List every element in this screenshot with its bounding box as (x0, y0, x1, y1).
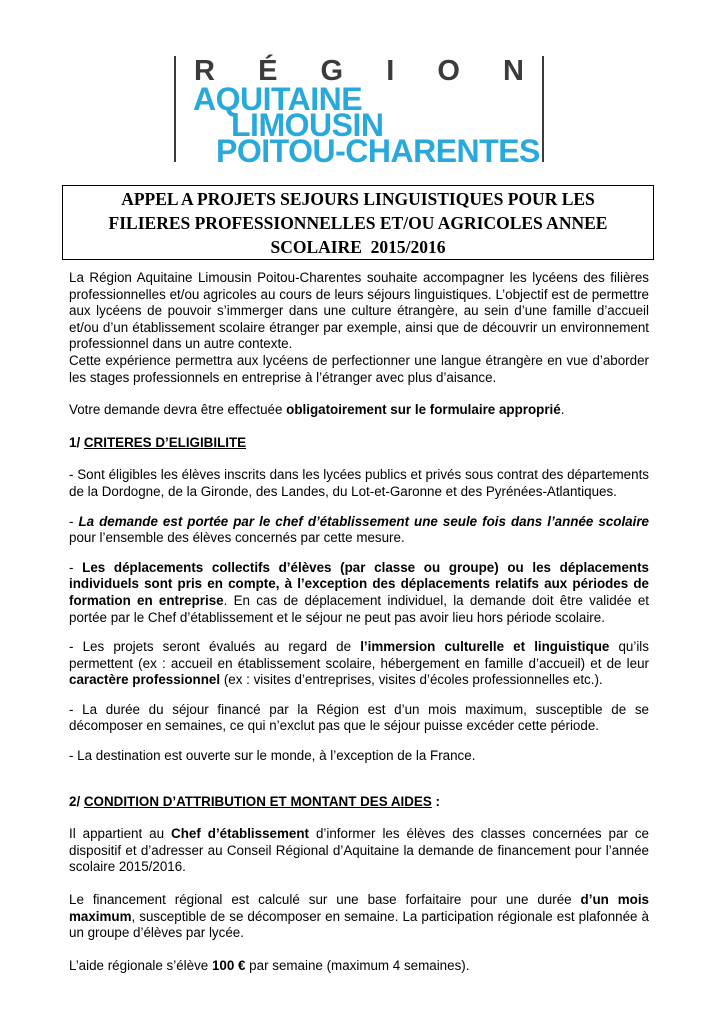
logo-line-poitou-charentes: POITOU-CHARENTES (216, 133, 540, 169)
criteria-item: - Sont éligibles les élèves inscrits dans les lycées publics et privés sous contrat des départements de la Dordogne, de la Gironde, des Landes, du Lot-et-Garonne et des Pyrénées-Atlantiques. (69, 467, 649, 499)
logo-right-bar (542, 56, 544, 162)
section-title: CONDITION D’ATTRIBUTION ET MONTANT DES AIDES (83, 793, 432, 809)
logo-letter: I (386, 55, 395, 87)
emphasis: Chef d’établissement (171, 826, 309, 842)
document-body (69, 270, 649, 974)
section-number: 2/ (69, 793, 84, 809)
text: Il appartient au (69, 826, 172, 842)
emphasis: l’immersion culturelle et linguistique (360, 639, 610, 655)
text: L’aide régionale s’élève (69, 957, 212, 973)
intro-paragraph: La Région Aquitaine Limousin Poitou-Charentes souhaite accompagner les lycéens des filières professionnelles et/ou agricoles au cours de leurs séjours linguistiques. L’objectif est de permettre aux lycéens de pouvoir s’immerger dans une culture étrangère, au sein d’une famille d’accueil et/ou d’un établissement scolaire étranger par exemple, ainsi que de découvrir un environnement professionnel dans un autre contexte. (69, 270, 649, 352)
text: . En cas de déplacement individuel, la demande doit être validée et portée par le Chef d’établissement et le séjour ne peut pas avoir lieu hors période scolaire. (69, 592, 649, 625)
criteria-item: - La destination est ouverte sur le monde, à l’exception de la France. (69, 748, 476, 764)
text: Votre demande devra être effectuée (69, 402, 287, 418)
text: d’informer les élèves des classes concernées par ce dispositif et d’adresser au Conseil Régional d’Aquitaine la demande de financement pour l’année scolaire 2015/2016. (69, 826, 650, 875)
emphasis: caractère professionnel (69, 672, 221, 688)
section-1-heading (69, 435, 649, 452)
section-2-paragraph (69, 958, 649, 975)
text: pour l’ensemble des élèves concernés par cette mesure. (69, 530, 405, 546)
text: - (69, 559, 83, 575)
emphasis: 100 € (211, 957, 246, 973)
logo-line-limousin: LIMOUSIN (231, 107, 384, 143)
criteria-item (69, 560, 649, 626)
title-line: SCOLAIRE 2015/2016 (270, 237, 446, 257)
text: , susceptible de se décomposer en semaine. La participation régionale est plafonnée à un groupe d’élèves par lycée. (69, 908, 649, 941)
title-line: APPEL A PROJETS SEJOURS LINGUISTIQUES POUR LES (121, 189, 595, 209)
text: (ex : visites d’entreprises, visites d’écoles professionnelles etc.). (220, 672, 603, 688)
criteria-item: - La durée du séjour financé par la Région est d’un mois maximum, susceptible de se décomposer en semaines, ce qui n’exclut pas que le séjour puisse excéder cette période. (69, 701, 649, 734)
section-number: 1/ (69, 434, 84, 450)
emphasis: La demande est portée par le chef d’établissement une seule fois dans l’année scolaire (78, 513, 650, 529)
emphasis: d’un mois maximum (69, 892, 650, 924)
form-requirement (69, 402, 649, 419)
text: par semaine (maximum 4 semaines). (245, 957, 470, 973)
criteria-item (69, 639, 649, 689)
text: qu’ils permettent (ex : accueil en établissement scolaire, hébergement en famille d’accueil) et de leur (69, 639, 649, 671)
section-2-paragraph (69, 826, 649, 876)
document-title-box (62, 185, 654, 260)
emphasis: Les déplacements collectifs d’élèves (par classe ou groupe) ou les déplacements individuels sont pris en compte, à l’exception des déplacements relatifs aux périodes de formation en entreprise (69, 559, 649, 608)
title-line: FILIERES PROFESSIONNELLES ET/OU AGRICOLES ANNEE (108, 213, 608, 233)
intro-paragraph: Cette expérience permettra aux lycéens de perfectionner une langue étrangère en vue d’aborder les stages professionnels en entreprise à l’étranger avec plus d’aisance. (69, 352, 649, 385)
logo-line-aquitaine: AQUITAINE (193, 81, 363, 117)
text: - Les projets seront évalués au regard de (69, 639, 361, 655)
logo-left-bar (174, 56, 176, 162)
logo-letter: R (194, 55, 215, 87)
section-2-paragraph (69, 892, 649, 942)
section-2-heading (69, 794, 649, 811)
text: . (560, 402, 565, 418)
logo-letter: É (258, 55, 278, 87)
text: Le financement régional est calculé sur une base forfaitaire pour une durée (69, 892, 581, 908)
region-logo (174, 55, 545, 169)
emphasis: obligatoirement sur le formulaire approprié (286, 402, 561, 418)
logo-letter: O (437, 55, 460, 87)
section-title: CRITERES D’ELIGIBILITE (83, 434, 247, 450)
criteria-item (69, 514, 649, 547)
text: : (431, 793, 440, 809)
logo-letter: N (503, 55, 524, 87)
text: - (69, 513, 79, 529)
logo-letter: G (320, 55, 344, 87)
